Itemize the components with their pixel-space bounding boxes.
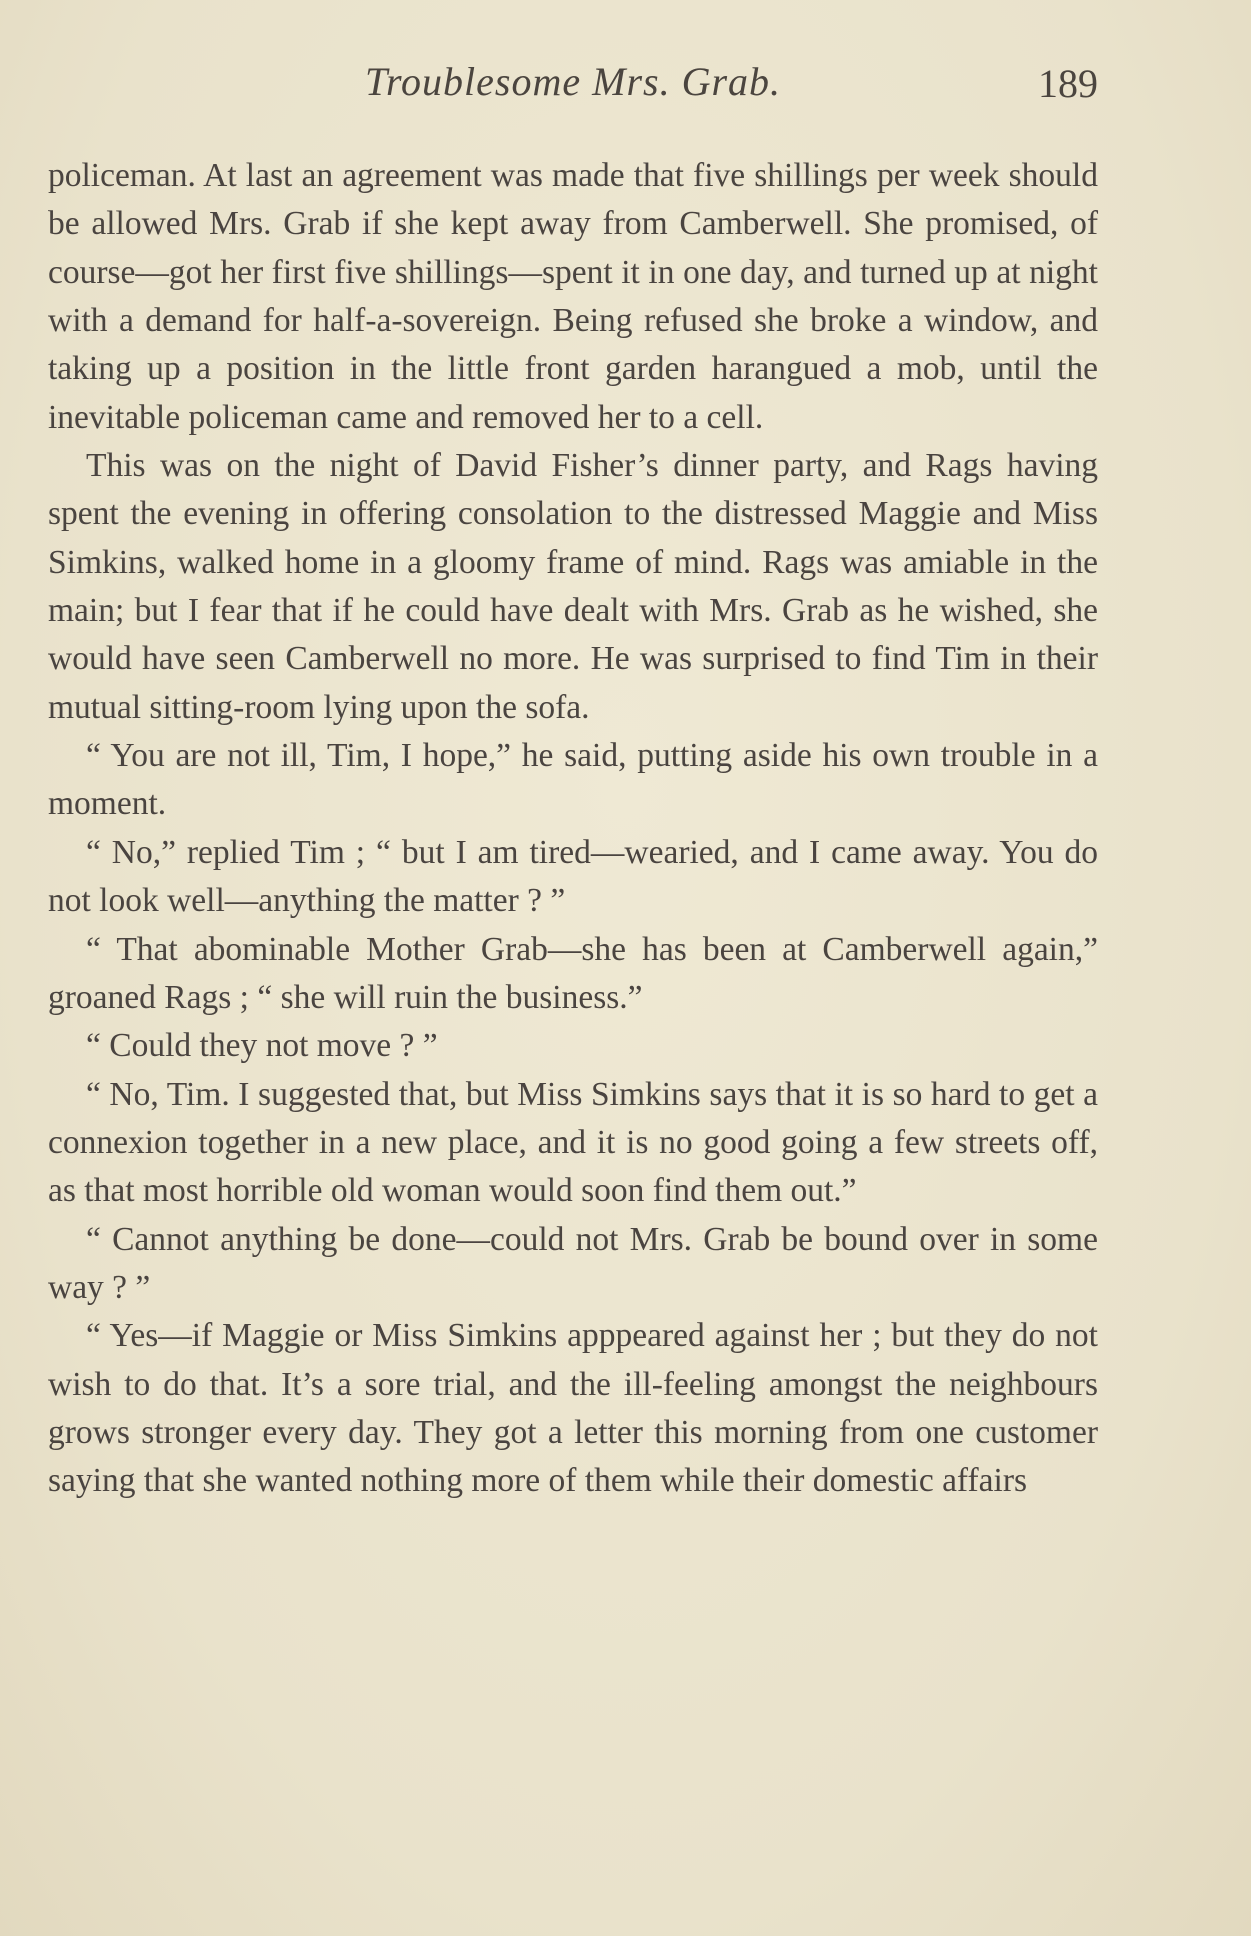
paragraph: “ Yes—if Maggie or Miss Simkins apppeared against her ; but they do not wish to do that. It’s a sore trial, and the ill-feeling amongst the neighbours grows stronger every day. They got a letter this morning from one customer saying that she wanted nothing more of them while their domestic affairs	[48, 1317, 1098, 1500]
paragraph: “ That abominable Mother Grab—she has been at Camberwell again,” groaned Rags ; “ she will ruin the business.”	[48, 930, 1098, 1016]
running-title: Troublesome Mrs. Grab.	[364, 59, 782, 104]
page-number: 189	[1038, 61, 1098, 106]
paragraph: “ No, Tim. I suggested that, but Miss Simkins says that it is so hard to get a connexion together in a new place, and it is no good going a few streets off, as that most horrible old woman would soon find them out.”	[48, 1075, 1098, 1210]
body-text	[48, 152, 1098, 1506]
page-header	[48, 58, 1098, 114]
paragraph: “ No,” replied Tim ; “ but I am tired—wearied, and I came away. You do not look well—anything the matter ? ”	[48, 833, 1098, 920]
paragraph: “ Could they not move ? ”	[86, 1027, 438, 1065]
paragraph: “ Cannot anything be done—could not Mrs. Grab be bound over in some way ? ”	[48, 1220, 1098, 1306]
paragraph: “ You are not ill, Tim, I hope,” he said, putting aside his own trouble in a moment.	[48, 737, 1098, 823]
paragraph: policeman. At last an agreement was made that five shillings per week should be allowed Mrs. Grab if she kept away from Camberwell. She promised, of course—got her first five shillings—spent it in one day, and turned up at night with a demand for half-a-sovereign. Being refused she broke a window, and taking up a position in the little front garden harangued a mob, until the inevitable policeman came and removed her to a cell.	[48, 157, 1098, 436]
paragraph: This was on the night of David Fisher’s dinner party, and Rags having spent the evening in offering consolation to the distressed Maggie and Miss Simkins, walked home in a gloomy frame of mind. Rags was amiable in the main; but I fear that if he could have dealt with Mrs. Grab as he wished, she would have seen Camberwell no more. He was surprised to find Tim in their mutual sitting-room lying upon the sofa.	[48, 447, 1098, 726]
